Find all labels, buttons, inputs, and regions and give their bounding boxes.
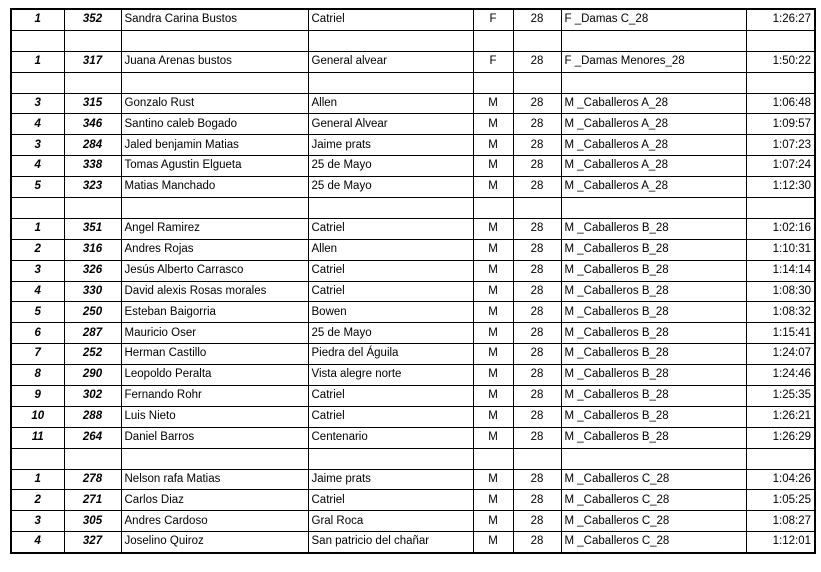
cell-time: [746, 30, 815, 51]
cell-bib-number: 264: [64, 427, 121, 448]
cell-position: 2: [11, 239, 64, 260]
cell-category: M _Caballeros A_28: [561, 156, 746, 177]
cell-age: 28: [513, 51, 561, 72]
cell-gender: M: [473, 323, 513, 344]
cell-position: 4: [11, 156, 64, 177]
cell-time: 1:07:23: [746, 135, 815, 156]
cell-time: 1:08:27: [746, 511, 815, 532]
cell-city: Jaime prats: [308, 135, 473, 156]
cell-time: 1:26:21: [746, 406, 815, 427]
cell-category: M _Caballeros B_28: [561, 239, 746, 260]
cell-bib-number: [64, 448, 121, 469]
table-row: [11, 93, 815, 114]
cell-runner-name: Angel Ramirez: [121, 218, 308, 239]
table-row: [11, 281, 815, 302]
cell-time: 1:24:46: [746, 365, 815, 386]
cell-runner-name: Tomas Agustin Elgueta: [121, 156, 308, 177]
cell-time: 1:26:27: [746, 9, 815, 30]
table-row: [11, 218, 815, 239]
cell-position: 2: [11, 490, 64, 511]
cell-runner-name: Esteban Baigorria: [121, 302, 308, 323]
cell-bib-number: 290: [64, 365, 121, 386]
cell-position: 4: [11, 281, 64, 302]
cell-gender: M: [473, 490, 513, 511]
cell-bib-number: 315: [64, 93, 121, 114]
cell-runner-name: David alexis Rosas morales: [121, 281, 308, 302]
cell-category: M _Caballeros A_28: [561, 93, 746, 114]
cell-runner-name: Leopoldo Peralta: [121, 365, 308, 386]
cell-position: [11, 198, 64, 219]
cell-age: [513, 198, 561, 219]
cell-position: [11, 72, 64, 93]
cell-bib-number: 346: [64, 114, 121, 135]
cell-runner-name: [121, 72, 308, 93]
table-row: [11, 9, 815, 30]
cell-runner-name: Santino caleb Bogado: [121, 114, 308, 135]
cell-age: 28: [513, 344, 561, 365]
cell-age: 28: [513, 9, 561, 30]
cell-category: M _Caballeros B_28: [561, 344, 746, 365]
cell-runner-name: Gonzalo Rust: [121, 93, 308, 114]
cell-category: M _Caballeros B_28: [561, 323, 746, 344]
cell-bib-number: 284: [64, 135, 121, 156]
cell-category: [561, 72, 746, 93]
table-row: [11, 239, 815, 260]
cell-gender: [473, 72, 513, 93]
cell-age: 28: [513, 469, 561, 490]
cell-age: [513, 448, 561, 469]
cell-city: [308, 198, 473, 219]
cell-city: Catriel: [308, 9, 473, 30]
cell-gender: F: [473, 51, 513, 72]
cell-city: Catriel: [308, 386, 473, 407]
table-row: [11, 386, 815, 407]
cell-position: 3: [11, 260, 64, 281]
cell-runner-name: Luis Nieto: [121, 406, 308, 427]
table-row: [11, 135, 815, 156]
results-table: [10, 8, 816, 554]
cell-runner-name: Joselino Quiroz: [121, 532, 308, 553]
table-row: [11, 490, 815, 511]
cell-bib-number: 351: [64, 218, 121, 239]
cell-time: 1:10:31: [746, 239, 815, 260]
table-row: [11, 51, 815, 72]
cell-age: 28: [513, 156, 561, 177]
table-row: [11, 448, 815, 469]
cell-time: 1:09:57: [746, 114, 815, 135]
cell-runner-name: Andres Cardoso: [121, 511, 308, 532]
table-row: [11, 177, 815, 198]
cell-time: 1:26:29: [746, 427, 815, 448]
cell-time: 1:04:26: [746, 469, 815, 490]
table-row: [11, 302, 815, 323]
cell-time: 1:06:48: [746, 93, 815, 114]
cell-time: 1:50:22: [746, 51, 815, 72]
cell-category: M _Caballeros B_28: [561, 406, 746, 427]
cell-category: M _Caballeros B_28: [561, 218, 746, 239]
cell-position: [11, 30, 64, 51]
cell-bib-number: 252: [64, 344, 121, 365]
cell-age: 28: [513, 427, 561, 448]
cell-time: 1:08:32: [746, 302, 815, 323]
cell-position: 1: [11, 51, 64, 72]
cell-age: 28: [513, 365, 561, 386]
cell-category: M _Caballeros B_28: [561, 302, 746, 323]
cell-gender: M: [473, 344, 513, 365]
cell-age: 28: [513, 490, 561, 511]
results-table-body: [11, 9, 815, 553]
table-row: [11, 156, 815, 177]
cell-runner-name: Juana Arenas bustos: [121, 51, 308, 72]
cell-time: [746, 448, 815, 469]
cell-runner-name: Mauricio Oser: [121, 323, 308, 344]
cell-bib-number: 271: [64, 490, 121, 511]
cell-gender: M: [473, 260, 513, 281]
cell-position: 8: [11, 365, 64, 386]
table-row: [11, 469, 815, 490]
cell-time: 1:24:07: [746, 344, 815, 365]
cell-runner-name: [121, 30, 308, 51]
cell-position: 3: [11, 135, 64, 156]
table-row: [11, 427, 815, 448]
cell-category: M _Caballeros B_28: [561, 281, 746, 302]
cell-time: 1:14:14: [746, 260, 815, 281]
cell-age: 28: [513, 511, 561, 532]
table-row: [11, 511, 815, 532]
cell-age: [513, 72, 561, 93]
cell-position: 11: [11, 427, 64, 448]
cell-bib-number: 302: [64, 386, 121, 407]
cell-position: [11, 448, 64, 469]
table-row: [11, 30, 815, 51]
cell-bib-number: 317: [64, 51, 121, 72]
cell-age: 28: [513, 218, 561, 239]
cell-bib-number: [64, 72, 121, 93]
cell-runner-name: Herman Castillo: [121, 344, 308, 365]
cell-gender: M: [473, 427, 513, 448]
cell-bib-number: 352: [64, 9, 121, 30]
cell-position: 5: [11, 177, 64, 198]
cell-city: Catriel: [308, 406, 473, 427]
cell-bib-number: 326: [64, 260, 121, 281]
cell-age: 28: [513, 114, 561, 135]
cell-gender: M: [473, 239, 513, 260]
cell-age: 28: [513, 239, 561, 260]
cell-runner-name: Daniel Barros: [121, 427, 308, 448]
cell-position: 9: [11, 386, 64, 407]
cell-gender: M: [473, 281, 513, 302]
cell-position: 10: [11, 406, 64, 427]
cell-runner-name: Carlos Diaz: [121, 490, 308, 511]
cell-bib-number: [64, 198, 121, 219]
cell-city: [308, 30, 473, 51]
cell-city: San patricio del chañar: [308, 532, 473, 553]
cell-city: 25 de Mayo: [308, 156, 473, 177]
cell-age: 28: [513, 177, 561, 198]
cell-position: 6: [11, 323, 64, 344]
cell-bib-number: 305: [64, 511, 121, 532]
cell-position: 1: [11, 469, 64, 490]
cell-city: Gral Roca: [308, 511, 473, 532]
table-row: [11, 406, 815, 427]
cell-gender: M: [473, 365, 513, 386]
cell-category: [561, 30, 746, 51]
cell-bib-number: 338: [64, 156, 121, 177]
cell-category: M _Caballeros C_28: [561, 469, 746, 490]
cell-category: F _Damas C_28: [561, 9, 746, 30]
cell-time: 1:15:41: [746, 323, 815, 344]
cell-bib-number: 288: [64, 406, 121, 427]
cell-age: [513, 30, 561, 51]
cell-gender: M: [473, 302, 513, 323]
cell-age: 28: [513, 260, 561, 281]
cell-city: 25 de Mayo: [308, 177, 473, 198]
cell-runner-name: Fernando Rohr: [121, 386, 308, 407]
cell-bib-number: 327: [64, 532, 121, 553]
cell-bib-number: 278: [64, 469, 121, 490]
cell-city: Bowen: [308, 302, 473, 323]
cell-position: 7: [11, 344, 64, 365]
cell-city: Catriel: [308, 218, 473, 239]
cell-gender: M: [473, 93, 513, 114]
cell-city: General alvear: [308, 51, 473, 72]
cell-time: [746, 198, 815, 219]
cell-bib-number: 287: [64, 323, 121, 344]
cell-city: [308, 448, 473, 469]
cell-age: 28: [513, 281, 561, 302]
cell-age: 28: [513, 302, 561, 323]
cell-time: [746, 72, 815, 93]
cell-gender: M: [473, 114, 513, 135]
cell-category: F _Damas Menores_28: [561, 51, 746, 72]
table-row: [11, 260, 815, 281]
cell-position: 5: [11, 302, 64, 323]
cell-age: 28: [513, 93, 561, 114]
cell-category: M _Caballeros A_28: [561, 135, 746, 156]
cell-gender: M: [473, 386, 513, 407]
cell-age: 28: [513, 532, 561, 553]
cell-runner-name: [121, 198, 308, 219]
cell-time: 1:07:24: [746, 156, 815, 177]
cell-time: 1:12:30: [746, 177, 815, 198]
cell-city: Catriel: [308, 260, 473, 281]
cell-category: M _Caballeros B_28: [561, 427, 746, 448]
cell-runner-name: Andres Rojas: [121, 239, 308, 260]
cell-city: Catriel: [308, 490, 473, 511]
cell-gender: F: [473, 9, 513, 30]
cell-gender: M: [473, 469, 513, 490]
table-row: [11, 344, 815, 365]
cell-category: M _Caballeros C_28: [561, 511, 746, 532]
cell-city: Vista alegre norte: [308, 365, 473, 386]
cell-time: 1:08:30: [746, 281, 815, 302]
cell-position: 3: [11, 511, 64, 532]
cell-age: 28: [513, 135, 561, 156]
cell-city: Piedra del Águila: [308, 344, 473, 365]
cell-city: Jaime prats: [308, 469, 473, 490]
cell-category: M _Caballeros A_28: [561, 177, 746, 198]
cell-category: M _Caballeros C_28: [561, 532, 746, 553]
cell-age: 28: [513, 323, 561, 344]
cell-category: M _Caballeros A_28: [561, 114, 746, 135]
table-row: [11, 72, 815, 93]
cell-gender: [473, 448, 513, 469]
cell-gender: M: [473, 135, 513, 156]
cell-runner-name: [121, 448, 308, 469]
cell-gender: [473, 198, 513, 219]
cell-runner-name: Jesús Alberto Carrasco: [121, 260, 308, 281]
cell-gender: [473, 30, 513, 51]
table-row: [11, 365, 815, 386]
cell-gender: M: [473, 156, 513, 177]
cell-position: 1: [11, 218, 64, 239]
cell-category: M _Caballeros C_28: [561, 490, 746, 511]
cell-category: M _Caballeros B_28: [561, 386, 746, 407]
cell-city: Allen: [308, 239, 473, 260]
cell-category: M _Caballeros B_28: [561, 365, 746, 386]
cell-gender: M: [473, 532, 513, 553]
cell-time: 1:02:16: [746, 218, 815, 239]
cell-city: Catriel: [308, 281, 473, 302]
cell-gender: M: [473, 511, 513, 532]
cell-position: 3: [11, 93, 64, 114]
cell-bib-number: 330: [64, 281, 121, 302]
cell-position: 4: [11, 114, 64, 135]
cell-runner-name: Sandra Carina Bustos: [121, 9, 308, 30]
cell-runner-name: Matias Manchado: [121, 177, 308, 198]
cell-city: Allen: [308, 93, 473, 114]
cell-category: [561, 448, 746, 469]
cell-position: 4: [11, 532, 64, 553]
cell-gender: M: [473, 406, 513, 427]
table-row: [11, 323, 815, 344]
cell-bib-number: [64, 30, 121, 51]
cell-age: 28: [513, 406, 561, 427]
cell-city: General Alvear: [308, 114, 473, 135]
cell-gender: M: [473, 177, 513, 198]
cell-city: 25 de Mayo: [308, 323, 473, 344]
table-row: [11, 198, 815, 219]
cell-category: M _Caballeros B_28: [561, 260, 746, 281]
cell-bib-number: 250: [64, 302, 121, 323]
cell-bib-number: 316: [64, 239, 121, 260]
cell-time: 1:12:01: [746, 532, 815, 553]
cell-bib-number: 323: [64, 177, 121, 198]
cell-category: [561, 198, 746, 219]
cell-runner-name: Jaled benjamin Matias: [121, 135, 308, 156]
table-row: [11, 532, 815, 553]
cell-age: 28: [513, 386, 561, 407]
cell-time: 1:25:35: [746, 386, 815, 407]
cell-city: Centenario: [308, 427, 473, 448]
cell-runner-name: Nelson rafa Matias: [121, 469, 308, 490]
cell-time: 1:05:25: [746, 490, 815, 511]
cell-gender: M: [473, 218, 513, 239]
cell-position: 1: [11, 9, 64, 30]
table-row: [11, 114, 815, 135]
cell-city: [308, 72, 473, 93]
